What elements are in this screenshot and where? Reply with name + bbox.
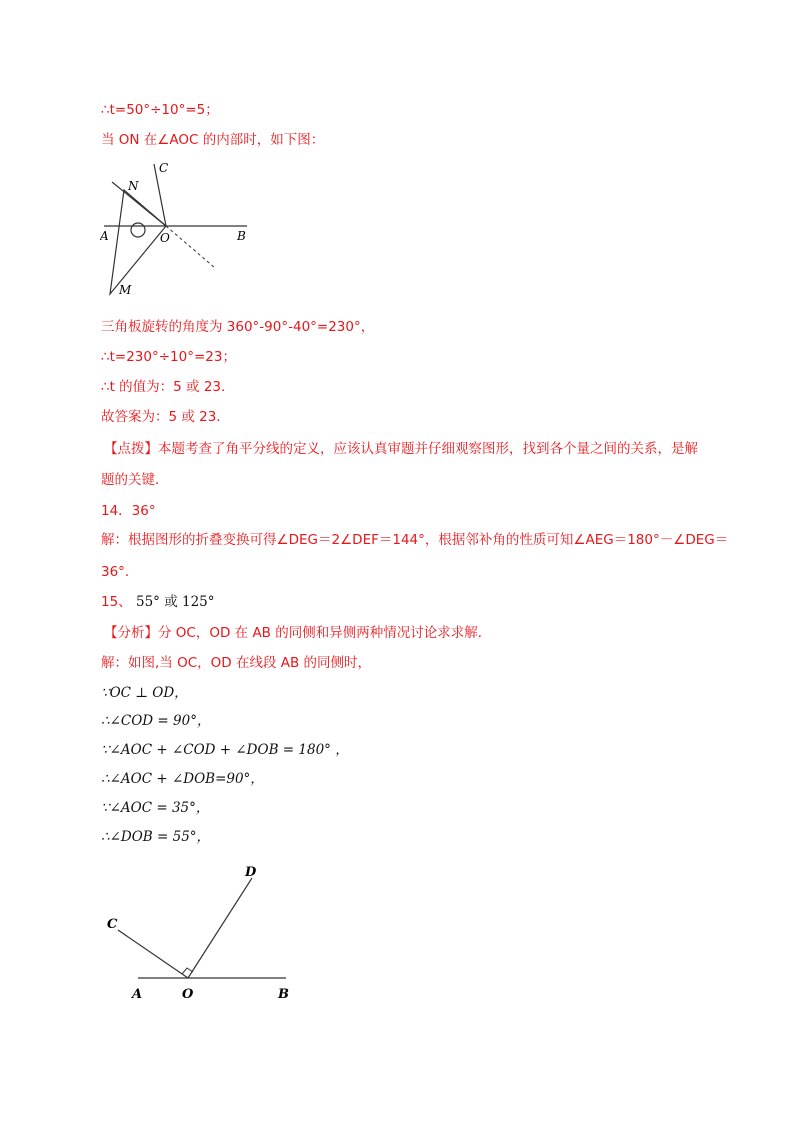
text-line-4: ∴t=230°÷10°=23； [101,349,236,365]
figure-2-angles [100,860,300,1005]
text-line-14: 解：如图,当 OC，OD 在线段 AB 的同侧时， [101,655,372,671]
text-line-7: 【点拨】本题考查了角平分线的定义，应该认真审题并仔细观察图形，找到各个量之间的关系，是解 [104,441,698,457]
text-line-16: ∴∠COD = 90°， [101,713,211,729]
text-line-13: 【分析】分 OC，OD 在 AB 的同侧和异侧两种情况讨论求求解． [104,625,492,641]
text-line-17: ∵∠AOC + ∠COD + ∠DOB = 180° ， [101,742,349,758]
text-line-1: ∴t=50°÷10°=5； [101,102,219,118]
text-line-2: 当 ON 在∠AOC 的内部时，如下图： [101,132,325,148]
fig1-label-m: M [119,283,132,297]
text-line-3: 三角板旋转的角度为 360°-90°-40°=230°， [101,319,375,335]
text-line-20: ∴∠DOB = 55°， [101,829,211,845]
text-line-18: ∴∠AOC + ∠DOB=90°， [101,771,264,787]
fig2-label-d: D [245,865,257,880]
fig2-label-o: O [182,987,194,1002]
fig1-label-a: A [100,229,109,243]
text-line-19: ∵∠AOC = 35°， [101,800,210,816]
question-15-number: 15、 [101,594,132,610]
figure-1-rotated-triangle [100,160,260,300]
text-line-10: 解：根据图形的折叠变换可得∠DEG＝2∠DEF＝144°，根据邻补角的性质可知∠AEG＝180°－∠DEG＝ [101,532,729,548]
fig2-label-c: C [107,917,118,932]
text-line-8: 题的关键． [101,472,169,488]
text-line-12 [101,593,215,611]
fig1-label-c: C [159,161,169,175]
text-line-15: ∵OC ⊥ OD， [101,685,188,701]
text-line-5: ∴t 的值为：5 或 23． [101,379,235,395]
text-line-9: 14．36° [101,503,156,519]
fig1-label-n: N [128,179,139,193]
fig1-label-b: B [237,229,246,243]
question-15-answer: 55° 或 125° [135,594,215,610]
fig1-label-o: O [160,231,170,245]
text-line-6: 故答案为：5 或 23． [101,409,230,425]
fig2-label-a: A [132,987,143,1002]
fig2-label-b: B [278,987,289,1002]
text-line-11: 36°． [101,564,139,580]
